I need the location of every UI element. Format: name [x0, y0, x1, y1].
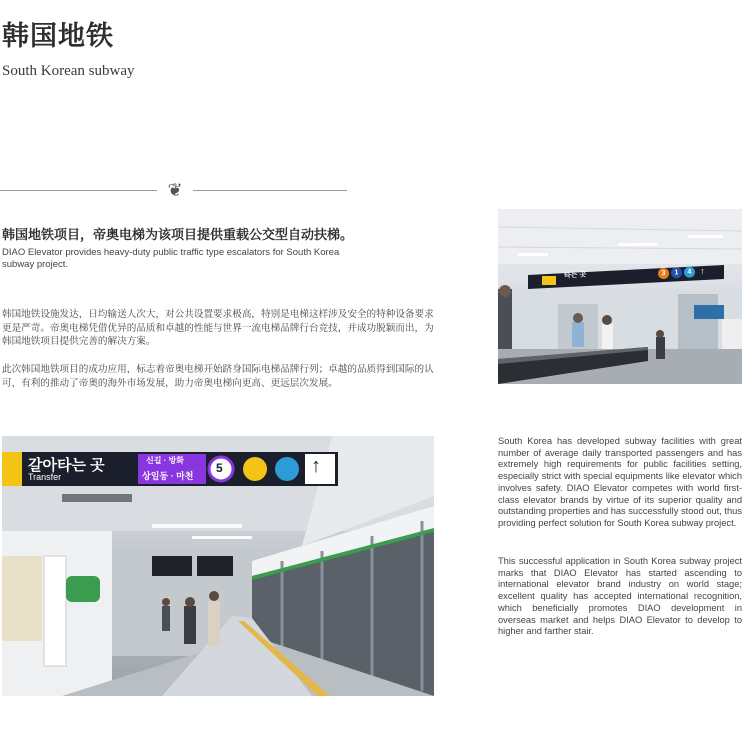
line-badge-3: 3	[658, 268, 670, 280]
info-poster	[44, 556, 66, 666]
hanging-display	[152, 556, 192, 576]
paragraph-en-2: This successful application in South Korea subway project marks that DIAO Elevator has started ascending to international elevator brand industry on world stage; excellent quality has accepted international recognition, which beneficially promotes DIAO development in overseas market and helps DIAO Elevator to develop to higher and farther stair.	[498, 556, 742, 637]
yellow-line-badge	[243, 457, 267, 481]
concourse-illustration	[498, 209, 742, 384]
hanging-display	[197, 556, 233, 576]
headline-cn: 韩国地铁项目，帝奥电梯为该项目提供重载公交型自动扶梯。	[2, 228, 354, 243]
destination-bottom: 상일동 · 마천	[142, 471, 194, 481]
line-badge-1: 1	[671, 267, 683, 279]
green-exit-sign	[66, 576, 100, 602]
flourish-icon: ❦	[167, 180, 183, 201]
subway-concourse-photo	[498, 209, 742, 384]
sign-yellow-marker	[542, 276, 556, 285]
line-number-5: 5	[216, 461, 223, 475]
line-badge-4: 4	[684, 266, 696, 278]
divider-line-left	[0, 190, 157, 191]
page-title-en: South Korean subway	[2, 63, 135, 79]
transfer-sign-english: Transfer	[28, 472, 62, 482]
paragraph-en-1: South Korea has developed subway facilities with great number of average daily transported passengers and has extremely high requirements for public facilities setting, especially strict with special equipments like elevator which involves safety. DIAO Elevator competes with world first-class elevator brands by virtue of its superior quality and outstanding properties and has successfully stood out, thus providing perfect solution for South Korea subway project.	[498, 436, 742, 528]
paragraph-cn-1: 韩国地铁设施发达，日均输送人次大，对公共设置要求极高，特别是电梯这样涉及安全的特种设备要求更是严苛。帝奥电梯凭借优异的品质和卓越的性能与世界一流电梯品牌行台竞技，并成功脱颖而出，为韩国地铁项目提供完善的解决方案。	[2, 309, 434, 347]
arrow-up-icon: ↑	[699, 265, 705, 277]
divider-line-right	[193, 190, 347, 191]
ornamental-divider	[0, 180, 350, 202]
platform-sign-text: 타는 곳	[563, 271, 587, 280]
transfer-sign-korean: 갈아타는 곳	[28, 457, 105, 474]
wall-map-panel	[2, 556, 42, 641]
destination-top: 신길 · 방화	[146, 456, 185, 465]
paragraph-cn-2: 此次韩国地铁项目的成功应用，标志着帝奥电梯开始跻身国际电梯品牌行列；卓越的品质得到国际的认可，有利的推动了帝奥的海外市场发展，助力帝奥电梯向更高、更远层次发展。	[2, 364, 434, 389]
page-title-cn: 韩国地铁	[2, 21, 114, 52]
arrow-up-icon: ↑	[311, 455, 321, 477]
subway-platform-photo	[2, 436, 434, 696]
platform-illustration	[2, 436, 434, 696]
headline-en: DIAO Elevator provides heavy-duty public traffic type escalators for South Korea subway project.	[2, 247, 340, 270]
blue-line-badge	[275, 457, 299, 481]
sign-yellow-marker	[2, 452, 22, 486]
blue-info-sign	[694, 305, 724, 319]
